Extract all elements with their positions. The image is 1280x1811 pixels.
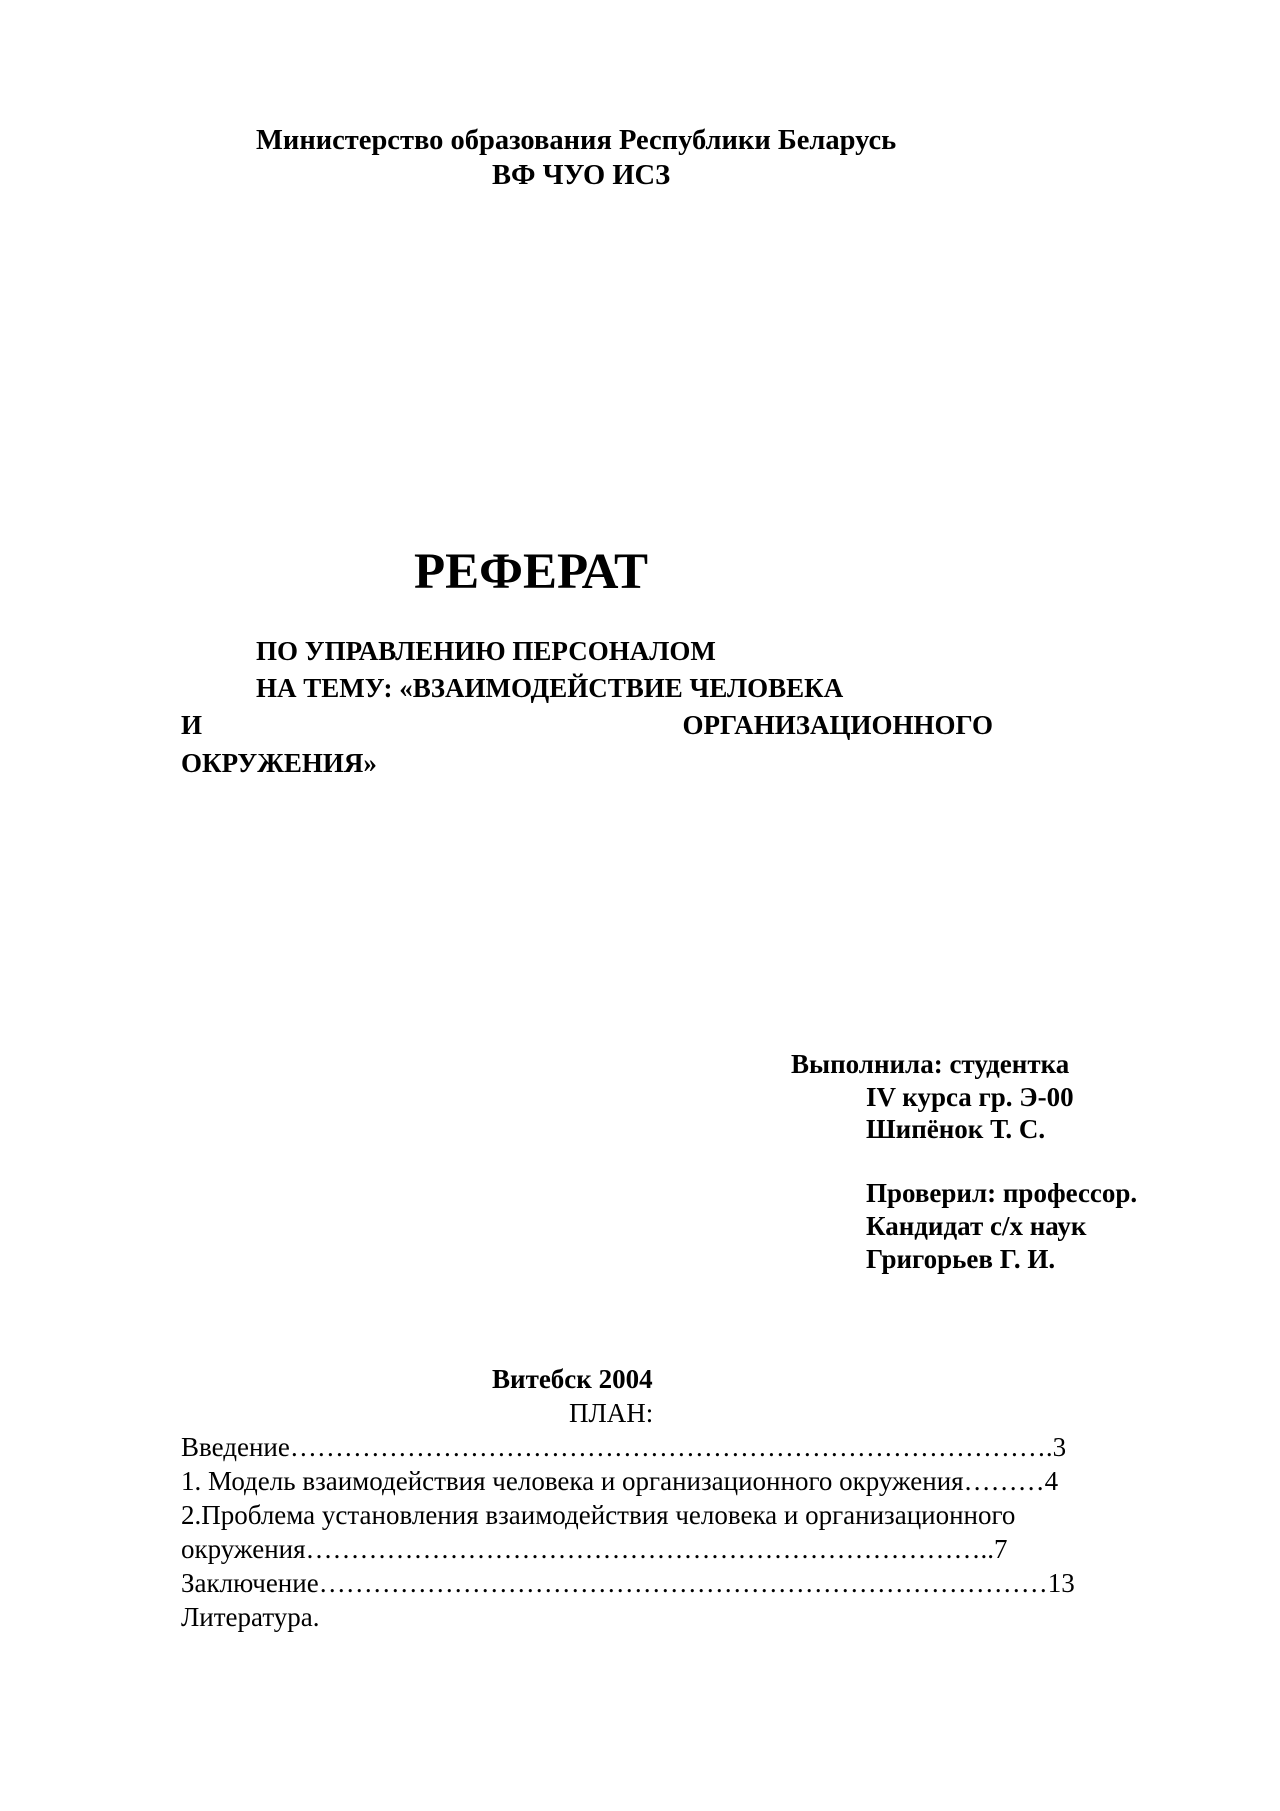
topic-line-2-right: ОРГАНИЗАЦИОННОГО [682, 710, 993, 740]
topic-line-3: ОКРУЖЕНИЯ» [181, 748, 377, 778]
plan-entry-conclusion: Заключение………………………………………………………………………13 [181, 1568, 1075, 1598]
subject-line: ПО УПРАВЛЕНИЮ ПЕРСОНАЛОМ [256, 636, 716, 666]
topic-line-2 [181, 712, 993, 739]
author-course-group: IV курса гр. Э-00 [866, 1082, 1074, 1112]
plan-entry-section-2: 2.Проблема установления взаимодействия человека и организационного [181, 1500, 1016, 1530]
plan-entry-section-1: 1. Модель взаимодействия человека и организационного окружения………4 [181, 1466, 1059, 1496]
reviewer-degree: Кандидат с/х наук [866, 1211, 1087, 1241]
topic-line-2-left: И [181, 710, 203, 740]
author-name: Шипёнок Т. С. [866, 1114, 1046, 1144]
plan-entry-section-2-cont: окружения…………………………………………………………………..7 [181, 1534, 1008, 1564]
topic-line-1: НА ТЕМУ: «ВЗАИМОДЕЙСТВИЕ ЧЕЛОВЕКА [256, 673, 844, 703]
document-title: РЕФЕРАТ [414, 544, 648, 600]
ministry-title: Министерство образования Республики Беларусь [256, 125, 897, 156]
plan-entry-literature: Литература. [181, 1602, 320, 1632]
institution-title: ВФ ЧУО ИСЗ [492, 160, 671, 191]
reviewer-checked-by: Проверил: профессор. [866, 1178, 1138, 1208]
reviewer-name: Григорьев Г. И. [866, 1244, 1056, 1274]
plan-entry-introduction: Введение………………………………………………………………………….3 [181, 1432, 1067, 1462]
plan-heading: ПЛАН: [569, 1398, 654, 1428]
city-year: Витебск 2004 [492, 1364, 653, 1394]
author-performed-by: Выполнила: студентка [791, 1049, 1070, 1079]
